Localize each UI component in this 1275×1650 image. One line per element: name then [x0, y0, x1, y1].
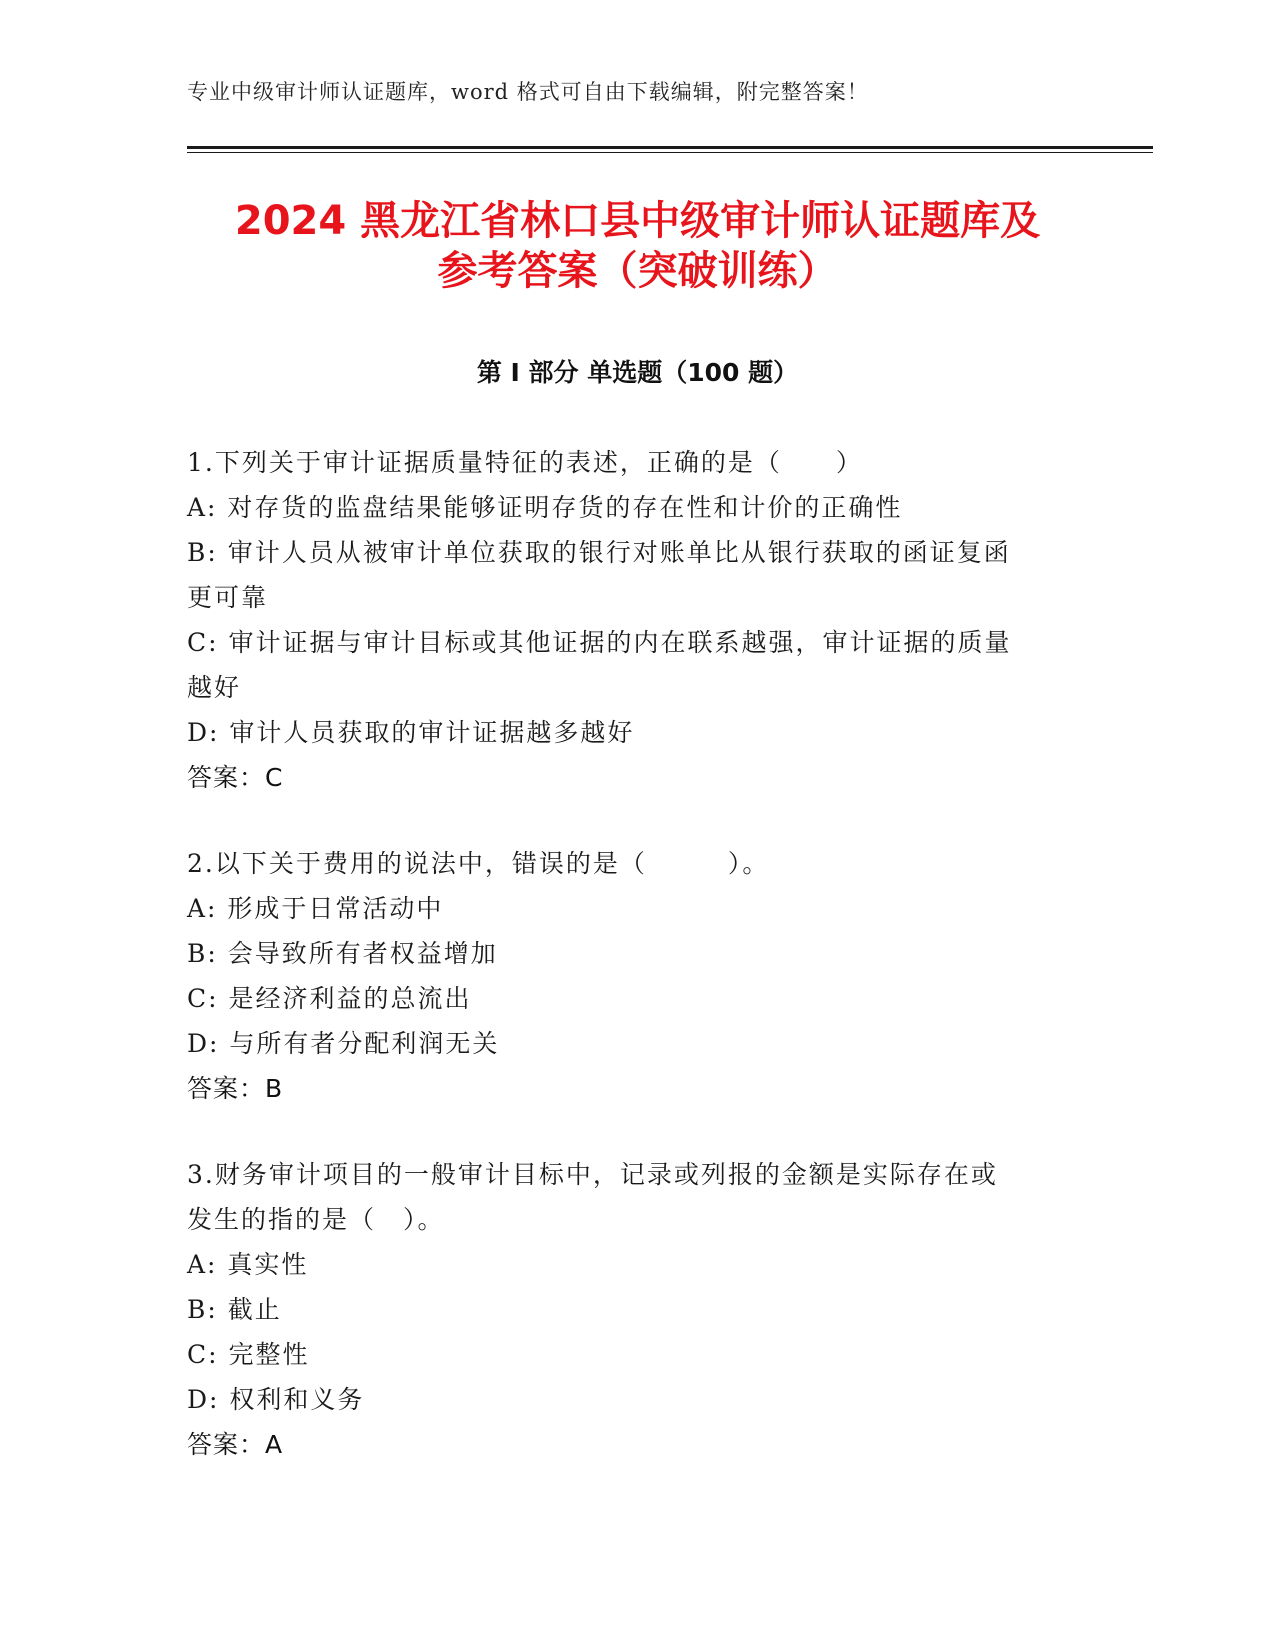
header-rule-thin — [187, 152, 1153, 153]
document-title-line-1: 2024 黑龙江省林口县中级审计师认证题库及 — [234, 198, 1041, 244]
option-b: B: 会导致所有者权益增加 — [187, 939, 498, 968]
question-stem: 3.财务审计项目的一般审计目标中，记录或列报的金额是实际存在或 — [187, 1160, 998, 1189]
question-1 — [187, 440, 1067, 800]
option-a: A: 对存货的监盘结果能够证明存货的存在性和计价的正确性 — [187, 493, 903, 522]
question-3 — [187, 1152, 1067, 1467]
option-a: A: 真实性 — [187, 1250, 309, 1279]
section-title: 第 I 部分 单选题（100 题） — [476, 358, 799, 387]
question-stem-continued: 发生的指的是（ ）。 — [187, 1205, 445, 1234]
option-d: D: 权利和义务 — [187, 1385, 365, 1414]
option-c: C: 完整性 — [187, 1340, 310, 1369]
answer: 答案：C — [187, 763, 284, 792]
answer: 答案：B — [187, 1074, 284, 1103]
answer: 答案：A — [187, 1430, 284, 1459]
header-note: 专业中级审计师认证题库，word 格式可自由下载编辑，附完整答案！ — [187, 80, 869, 104]
option-c-continued: 越好 — [187, 673, 242, 702]
option-c: C: 审计证据与审计目标或其他证据的内在联系越强，审计证据的质量 — [187, 628, 1012, 657]
question-list — [187, 440, 1067, 1508]
question-stem: 1.下列关于审计证据质量特征的表述，正确的是（ ） — [187, 448, 863, 477]
option-a: A: 形成于日常活动中 — [187, 894, 444, 923]
header-rule-thick — [187, 146, 1153, 149]
question-2 — [187, 841, 1067, 1111]
document-title — [150, 196, 1125, 296]
option-b: B: 截止 — [187, 1295, 282, 1324]
option-c: C: 是经济利益的总流出 — [187, 984, 472, 1013]
document-title-line-2: 参考答案（突破训练） — [437, 248, 838, 294]
question-stem: 2.以下关于费用的说法中，错误的是（ ）。 — [187, 849, 770, 878]
option-d: D: 审计人员获取的审计证据越多越好 — [187, 718, 635, 747]
option-b-continued: 更可靠 — [187, 583, 269, 612]
option-d: D: 与所有者分配利润无关 — [187, 1029, 500, 1058]
option-b: B: 审计人员从被审计单位获取的银行对账单比从银行获取的函证复函 — [187, 538, 1011, 567]
